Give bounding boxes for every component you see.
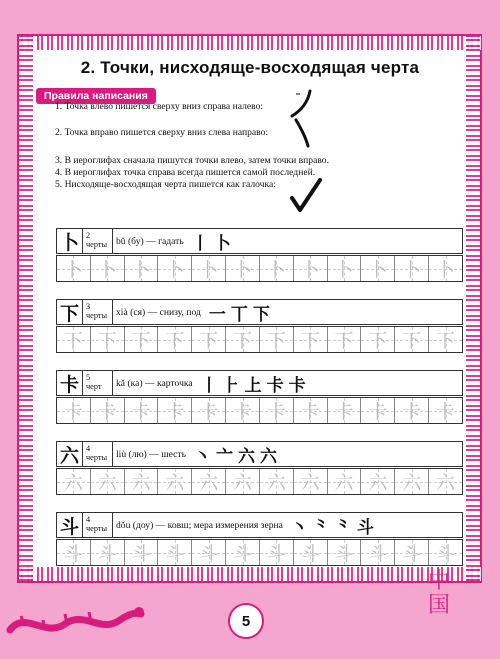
trace-char: 下: [131, 330, 151, 352]
trace-char: 六: [131, 472, 151, 494]
practice-cell[interactable]: [429, 540, 462, 565]
page-title: 2. Точки, нисходяще-восходящая черта: [80, 58, 420, 77]
rule-5: 5. Нисходяще-восходящая черта пишется как галочка:: [55, 179, 276, 190]
practice-cell[interactable]: [328, 256, 362, 281]
trace-char: 卜: [300, 259, 320, 281]
practice-cell[interactable]: [57, 398, 91, 423]
trace-char: 下: [402, 330, 422, 352]
stroke-sequence: 丨⺊上卡卡: [200, 375, 311, 396]
trace-char: 六: [402, 472, 422, 494]
rule-2: 2. Точка вправо пишется сверху вниз слева направо:: [55, 127, 269, 138]
char-header: [56, 299, 463, 325]
char-header: [56, 228, 463, 254]
stroke-count: [83, 513, 113, 537]
practice-cell[interactable]: [125, 256, 159, 281]
trace-char: 卡: [368, 401, 388, 423]
trace-char: 六: [165, 472, 185, 494]
practice-cell[interactable]: [226, 469, 260, 494]
char-meaning: bǔ (бу) — гадать: [116, 235, 184, 247]
trace-char: 六: [368, 472, 388, 494]
stroke-count-unit: черты: [86, 240, 108, 249]
page-number: 5: [228, 603, 264, 639]
trace-char: 卜: [131, 259, 151, 281]
trace-char: 卜: [199, 259, 219, 281]
stroke-sequence: 丶⺀⺀斗: [290, 517, 379, 538]
practice-cell[interactable]: [294, 256, 328, 281]
practice-cell[interactable]: [125, 398, 159, 423]
trace-char: 六: [266, 472, 286, 494]
stroke-count-unit: черты: [86, 453, 108, 462]
practice-cell[interactable]: [158, 469, 192, 494]
char-info: [113, 300, 462, 324]
stroke-sequence: 丶亠六六: [193, 446, 282, 467]
main-char: 下: [57, 300, 83, 324]
practice-cell[interactable]: [294, 398, 328, 423]
practice-cell[interactable]: [192, 327, 226, 352]
main-char: 斗: [57, 513, 83, 537]
trace-char: 卜: [368, 259, 388, 281]
char-row: [56, 512, 463, 566]
stroke-count-number: 2: [86, 231, 91, 240]
practice-cell[interactable]: [260, 256, 294, 281]
char-info: [113, 229, 462, 253]
stroke-count: [83, 371, 113, 395]
char-row: [56, 370, 463, 424]
trace-char: 卡: [334, 401, 354, 423]
practice-cell[interactable]: [395, 398, 429, 423]
rule-3: 3. В иероглифах сначала пишутся точки влево, затем точки вправо.: [55, 155, 329, 166]
practice-cell[interactable]: [192, 540, 226, 565]
practice-cell[interactable]: [125, 469, 159, 494]
trace-char: 卡: [300, 401, 320, 423]
practice-cell[interactable]: [361, 327, 395, 352]
stroke-count-number: 3: [86, 302, 91, 311]
trace-char: 下: [233, 330, 253, 352]
practice-cell[interactable]: [361, 540, 395, 565]
practice-cell[interactable]: [57, 469, 91, 494]
practice-cell[interactable]: [395, 540, 429, 565]
trace-char: 卡: [131, 401, 151, 423]
stroke-count: [83, 442, 113, 466]
practice-cell[interactable]: [125, 540, 159, 565]
practice-cell[interactable]: [226, 540, 260, 565]
practice-cell[interactable]: [91, 469, 125, 494]
trace-char: 斗: [233, 543, 253, 565]
trace-char: 斗: [436, 543, 456, 565]
practice-cell[interactable]: [226, 256, 260, 281]
trace-char: 六: [97, 472, 117, 494]
stroke-count-number: 5: [86, 373, 91, 382]
practice-cell[interactable]: [91, 327, 125, 352]
trace-char: 六: [300, 472, 320, 494]
practice-cell[interactable]: [361, 256, 395, 281]
practice-cell[interactable]: [260, 540, 294, 565]
trace-char: 卜: [63, 259, 83, 281]
practice-cell[interactable]: [91, 398, 125, 423]
practice-cell[interactable]: [328, 469, 362, 494]
practice-cell[interactable]: [294, 540, 328, 565]
trace-char: 斗: [368, 543, 388, 565]
char-header: [56, 441, 463, 467]
practice-cell[interactable]: [91, 540, 125, 565]
char-info: [113, 442, 462, 466]
trace-char: 下: [368, 330, 388, 352]
char-meaning: kǎ (ка) — карточка: [116, 377, 193, 389]
border-left-ornament: [19, 36, 33, 581]
trace-char: 下: [300, 330, 320, 352]
practice-grid: [56, 468, 463, 495]
practice-cell[interactable]: [192, 469, 226, 494]
practice-cell[interactable]: [260, 327, 294, 352]
trace-char: 卜: [436, 259, 456, 281]
rule-1: 1. Точка влево пишется сверху вниз справа налево:: [55, 101, 264, 112]
stroke-count-unit: черты: [86, 524, 108, 533]
trace-char: 斗: [402, 543, 422, 565]
trace-char: 六: [436, 472, 456, 494]
practice-grid: [56, 397, 463, 424]
trace-char: 卡: [63, 401, 83, 423]
practice-cell[interactable]: [57, 327, 91, 352]
practice-cell[interactable]: [294, 327, 328, 352]
rules-badge: Правила написания: [36, 88, 156, 104]
trace-char: 下: [97, 330, 117, 352]
trace-char: 卜: [97, 259, 117, 281]
char-meaning: dǒu (доу) — ковш; мера измерения зерна: [116, 519, 283, 531]
practice-grid: [56, 539, 463, 566]
practice-cell[interactable]: [395, 256, 429, 281]
trace-char: 斗: [131, 543, 151, 565]
trace-char: 六: [334, 472, 354, 494]
trace-char: 下: [199, 330, 219, 352]
trace-char: 卡: [266, 401, 286, 423]
practice-cell[interactable]: [328, 398, 362, 423]
stroke-count: [83, 300, 113, 324]
stroke-count-number: 4: [86, 515, 91, 524]
practice-cell[interactable]: [328, 540, 362, 565]
trace-char: 卜: [233, 259, 253, 281]
trace-char: 下: [334, 330, 354, 352]
trace-char: 六: [233, 472, 253, 494]
practice-cell[interactable]: [260, 398, 294, 423]
trace-char: 下: [63, 330, 83, 352]
char-row: [56, 441, 463, 495]
practice-cell[interactable]: [57, 540, 91, 565]
practice-grid: [56, 255, 463, 282]
stroke-sequence: 丨卜: [191, 233, 236, 254]
trace-char: 斗: [199, 543, 219, 565]
trace-char: 下: [436, 330, 456, 352]
trace-char: 斗: [97, 543, 117, 565]
trace-char: 六: [199, 472, 219, 494]
practice-cell[interactable]: [226, 327, 260, 352]
practice-cell[interactable]: [158, 327, 192, 352]
stroke-count: [83, 229, 113, 253]
practice-cell[interactable]: [429, 398, 462, 423]
trace-char: 斗: [165, 543, 185, 565]
char-info: [113, 513, 462, 537]
trace-char: 卜: [165, 259, 185, 281]
trace-char: 卜: [334, 259, 354, 281]
char-header: [56, 370, 463, 396]
stroke-count-number: 4: [86, 444, 91, 453]
border-right-ornament: [466, 36, 480, 581]
trace-char: 斗: [300, 543, 320, 565]
practice-cell[interactable]: [192, 256, 226, 281]
char-meaning: xià (ся) — снизу, под: [116, 306, 201, 318]
char-meaning: liù (лю) — шесть: [116, 448, 186, 460]
practice-cell[interactable]: [429, 256, 462, 281]
practice-cell[interactable]: [158, 256, 192, 281]
stroke-count-unit: черт: [86, 382, 102, 391]
practice-cell[interactable]: [158, 540, 192, 565]
trace-char: 卜: [266, 259, 286, 281]
practice-cell[interactable]: [429, 469, 462, 494]
trace-char: 斗: [334, 543, 354, 565]
trace-char: 卡: [436, 401, 456, 423]
corner-characters: [426, 570, 452, 618]
char-info: [113, 371, 462, 395]
practice-cell[interactable]: [260, 469, 294, 494]
trace-char: 下: [266, 330, 286, 352]
practice-cell[interactable]: [57, 256, 91, 281]
char-row: [56, 299, 463, 353]
practice-cell[interactable]: [226, 398, 260, 423]
trace-char: 卡: [199, 401, 219, 423]
rule-4: 4. В иероглифах точка справа всегда пишется самой последней.: [55, 167, 316, 178]
practice-cell[interactable]: [91, 256, 125, 281]
stroke-count-unit: черты: [86, 311, 108, 320]
practice-cell[interactable]: [395, 327, 429, 352]
trace-char: 卡: [165, 401, 185, 423]
main-char: 六: [57, 442, 83, 466]
practice-cell[interactable]: [395, 469, 429, 494]
trace-char: 斗: [266, 543, 286, 565]
char-header: [56, 512, 463, 538]
stroke-sequence: 一丅下: [208, 304, 275, 325]
char-row: [56, 228, 463, 282]
practice-cell[interactable]: [361, 398, 395, 423]
trace-char: 卡: [402, 401, 422, 423]
trace-char: 卜: [402, 259, 422, 281]
corner-char-2: 国: [427, 593, 450, 618]
trace-char: 六: [63, 472, 83, 494]
trace-char: 卡: [97, 401, 117, 423]
practice-cell[interactable]: [328, 327, 362, 352]
practice-cell[interactable]: [361, 469, 395, 494]
main-char: 卜: [57, 229, 83, 253]
practice-cell[interactable]: [294, 469, 328, 494]
practice-rows: [56, 0, 463, 659]
practice-cell[interactable]: [125, 327, 159, 352]
practice-cell[interactable]: [429, 327, 462, 352]
corner-char-1: 中: [427, 569, 450, 594]
trace-char: 下: [165, 330, 185, 352]
practice-cell[interactable]: [192, 398, 226, 423]
practice-cell[interactable]: [158, 398, 192, 423]
main-char: 卡: [57, 371, 83, 395]
trace-char: 卡: [233, 401, 253, 423]
trace-char: 斗: [63, 543, 83, 565]
practice-grid: [56, 326, 463, 353]
dragon-icon: [5, 590, 145, 650]
